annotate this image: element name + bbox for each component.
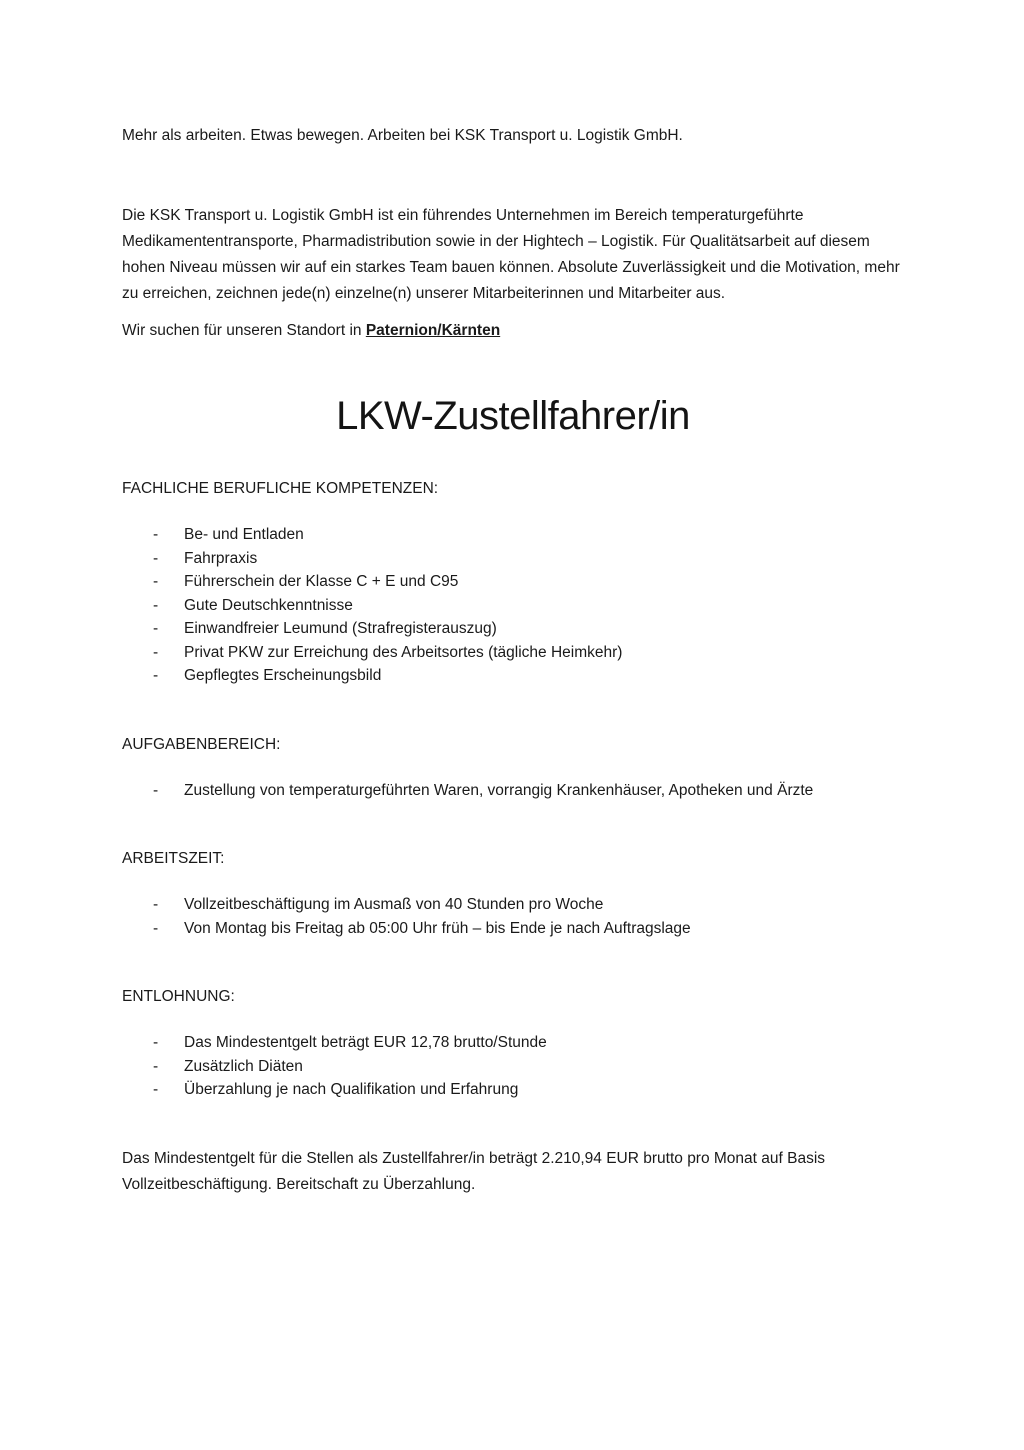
bullet-list: [122, 893, 904, 940]
section: [122, 476, 904, 688]
bullet-dash: -: [153, 781, 159, 799]
location-line: [122, 318, 904, 344]
list-item-text: Von Montag bis Freitag ab 05:00 Uhr früh – bis Ende je nach Auftragslage: [184, 919, 691, 937]
intro-line: Mehr als arbeiten. Etwas bewegen. Arbeiten bei KSK Transport u. Logistik GmbH.: [122, 127, 683, 144]
section: [122, 846, 904, 940]
list-item-text: Das Mindestentgelt beträgt EUR 12,78 brutto/Stunde: [184, 1034, 547, 1051]
section: [122, 732, 904, 803]
list-item-text: Vollzeitbeschäftigung im Ausmaß von 40 Stunden pro Woche: [184, 896, 604, 913]
list-item-text: Fahrpraxis: [184, 549, 258, 567]
location-prefix: Wir suchen für unseren Standort in: [122, 322, 366, 339]
list-item: [122, 917, 904, 941]
bullet-dash: -: [153, 573, 159, 590]
list-item-text: Gepflegtes Erscheinungsbild: [184, 667, 382, 684]
list-item: [122, 641, 904, 665]
bullet-list: [122, 1031, 904, 1102]
bullet-dash: -: [153, 896, 159, 913]
location-highlight: Paternion/Kärnten: [365, 322, 501, 339]
list-item: [122, 893, 904, 917]
bullet-dash: -: [153, 1081, 159, 1098]
section-heading: ARBEITSZEIT:: [122, 850, 225, 867]
list-item-text: Gute Deutschkenntnisse: [184, 596, 353, 614]
section-heading: FACHLICHE BERUFLICHE KOMPETENZEN:: [122, 480, 439, 497]
bullet-dash: -: [153, 620, 159, 637]
list-item-text: Privat PKW zur Erreichung des Arbeitsortes (tägliche Heimkehr): [184, 643, 623, 661]
bullet-dash: -: [153, 667, 159, 684]
bullet-dash: -: [153, 596, 159, 614]
section-heading: AUFGABENBEREICH:: [122, 735, 281, 753]
section: [122, 984, 904, 1102]
list-item: [122, 779, 904, 803]
bullet-dash: -: [153, 526, 159, 543]
list-item-text: Zustellung von temperaturgeführten Waren, vorrangig Krankenhäuser, Apotheken und Ärzte: [184, 781, 814, 799]
bullet-dash: -: [153, 919, 159, 937]
list-item: [122, 617, 904, 641]
bullet-dash: -: [153, 643, 159, 661]
list-item-text: Führerschein der Klasse C + E und C95: [184, 573, 459, 590]
list-item-text: Einwandfreier Leumund (Strafregisterauszug): [184, 620, 497, 637]
sections-container: [122, 476, 904, 1102]
bullet-list: [122, 779, 904, 803]
list-item: [122, 594, 904, 618]
closing-paragraph: Das Mindestentgelt für die Stellen als Zustellfahrer/in beträgt 2.210,94 EUR brutto pro Monat auf Basis Vollzeitbeschäftigung. Bereitschaft zu Überzahlung.: [122, 1149, 826, 1193]
list-item: [122, 664, 904, 688]
list-item-text: Überzahlung je nach Qualifikation und Erfahrung: [184, 1081, 519, 1098]
list-item-text: Zusätzlich Diäten: [184, 1057, 303, 1075]
job-title: LKW-Zustellfahrer/in: [336, 394, 690, 438]
bullet-list: [122, 523, 904, 688]
list-item: [122, 523, 904, 547]
bullet-dash: -: [153, 1057, 159, 1075]
list-item-text: Be- und Entladen: [184, 526, 304, 543]
bullet-dash: -: [153, 1034, 159, 1051]
list-item: [122, 570, 904, 594]
company-paragraph: Die KSK Transport u. Logistik GmbH ist ein führendes Unternehmen im Bereich temperaturgeführte Medikamententransporte, Pharmadistribution sowie in der Hightech – Logistik. Für Qualitätsarbeit auf diesem hohen Niveau müssen wir auf ein starkes Team bauen können. Absolute Zuverlässigkeit und die Motivation, mehr zu erreichen, zeichnen jede(n) einzelne(n) unserer Mitarbeiterinnen und Mitarbeiter aus.: [122, 207, 900, 302]
list-item: [122, 1055, 904, 1079]
list-item: [122, 547, 904, 571]
list-item: [122, 1078, 904, 1102]
section-heading: ENTLOHNUNG:: [122, 988, 235, 1005]
bullet-dash: -: [153, 549, 159, 567]
list-item: [122, 1031, 904, 1055]
